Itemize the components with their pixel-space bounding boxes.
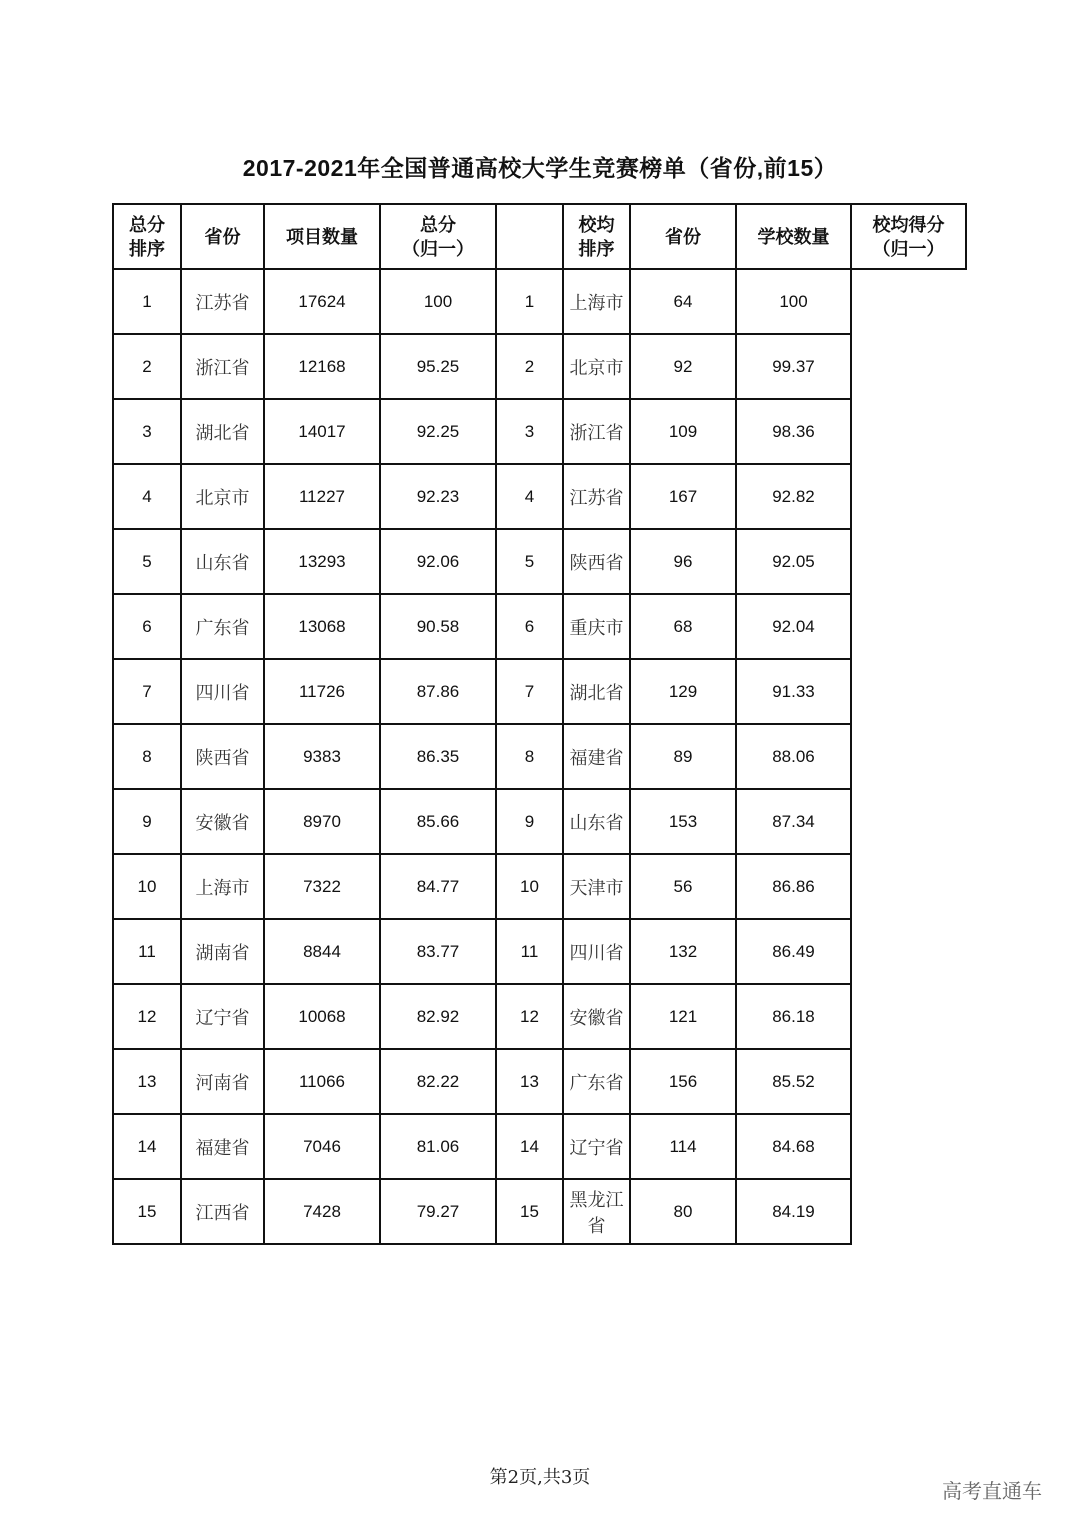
avg-count-cell: 167 [630,464,736,529]
total-rank-cell: 4 [113,464,181,529]
avg-score-cell: 92.04 [736,594,851,659]
total-province-cell: 湖北省 [181,399,264,464]
total-score-header: 总分 （归一） [380,204,496,269]
avg-count-cell: 129 [630,659,736,724]
total-score-cell: 90.58 [380,594,496,659]
total-rank-cell: 3 [113,399,181,464]
table-row [113,724,966,789]
table-row [113,1179,966,1244]
province-header: 省份 [181,204,264,269]
avg-score-cell: 86.18 [736,984,851,1049]
table-row [113,399,966,464]
avg-rank-cell: 15 [496,1179,563,1244]
total-rank-header: 总分 排序 [113,204,181,269]
total-province-cell: 陕西省 [181,724,264,789]
table-row [113,1049,966,1114]
total-rank-cell: 6 [113,594,181,659]
total-score-cell: 82.22 [380,1049,496,1114]
avg-rank-cell: 9 [496,789,563,854]
total-count-cell: 7428 [264,1179,380,1244]
total-count-cell: 7046 [264,1114,380,1179]
total-count-cell: 10068 [264,984,380,1049]
total-province-cell: 辽宁省 [181,984,264,1049]
avg-rank-cell: 10 [496,854,563,919]
total-count-cell: 9383 [264,724,380,789]
table-row [113,334,966,399]
total-rank-cell: 15 [113,1179,181,1244]
avg-rank-cell: 14 [496,1114,563,1179]
total-count-cell: 11227 [264,464,380,529]
province-header: 省份 [630,204,736,269]
page-title: 2017-2021年全国普通高校大学生竞赛榜单（省份,前15） [242,155,838,181]
avg-rank-cell: 2 [496,334,563,399]
total-province-cell: 湖南省 [181,919,264,984]
avg-count-cell: 64 [630,269,736,334]
total-score-cell: 92.25 [380,399,496,464]
total-rank-cell: 10 [113,854,181,919]
table-row [113,984,966,1049]
header-row [113,204,966,269]
avg-score-cell: 99.37 [736,334,851,399]
avg-province-cell: 上海市 [563,269,630,334]
total-province-cell: 山东省 [181,529,264,594]
school-count-header: 学校数量 [736,204,851,269]
table-row [113,919,966,984]
avg-score-cell: 98.36 [736,399,851,464]
avg-province-cell: 安徽省 [563,984,630,1049]
total-score-cell: 100 [380,269,496,334]
total-score-cell: 79.27 [380,1179,496,1244]
total-score-cell: 95.25 [380,334,496,399]
avg-province-cell: 山东省 [563,789,630,854]
total-province-cell: 广东省 [181,594,264,659]
avg-score-cell: 88.06 [736,724,851,789]
avg-score-cell: 84.19 [736,1179,851,1244]
table-row [113,659,966,724]
watermark: 高考直通车 [942,1481,1042,1503]
total-province-cell: 河南省 [181,1049,264,1114]
table-row [113,464,966,529]
avg-province-cell: 辽宁省 [563,1114,630,1179]
total-province-cell: 江苏省 [181,269,264,334]
avg-province-cell: 黑龙江省 [563,1179,630,1244]
avg-province-cell: 江苏省 [563,464,630,529]
spacer-column [496,204,563,269]
avg-province-cell: 福建省 [563,724,630,789]
avg-rank-cell: 5 [496,529,563,594]
avg-score-cell: 86.49 [736,919,851,984]
avg-province-cell: 广东省 [563,1049,630,1114]
avg-score-cell: 91.33 [736,659,851,724]
avg-rank-cell: 1 [496,269,563,334]
table-row [113,789,966,854]
avg-count-cell: 109 [630,399,736,464]
total-score-cell: 82.92 [380,984,496,1049]
avg-rank-cell: 12 [496,984,563,1049]
avg-count-cell: 153 [630,789,736,854]
table-row [113,269,966,334]
avg-rank-cell: 8 [496,724,563,789]
ranking-table [112,203,967,1245]
avg-score-cell: 87.34 [736,789,851,854]
total-count-cell: 8844 [264,919,380,984]
avg-rank-cell: 4 [496,464,563,529]
avg-score-header: 校均得分 （归一） [851,204,966,269]
total-rank-cell: 7 [113,659,181,724]
total-rank-cell: 1 [113,269,181,334]
table-row [113,594,966,659]
avg-rank-cell: 3 [496,399,563,464]
total-rank-cell: 11 [113,919,181,984]
total-count-cell: 14017 [264,399,380,464]
total-count-cell: 13068 [264,594,380,659]
avg-count-cell: 132 [630,919,736,984]
avg-count-cell: 114 [630,1114,736,1179]
project-count-header: 项目数量 [264,204,380,269]
avg-rank-cell: 11 [496,919,563,984]
total-score-cell: 92.23 [380,464,496,529]
page-number: 第2页,共3页 [489,1467,591,1488]
total-count-cell: 11066 [264,1049,380,1114]
avg-rank-cell: 6 [496,594,563,659]
total-count-cell: 8970 [264,789,380,854]
avg-count-cell: 56 [630,854,736,919]
avg-count-cell: 156 [630,1049,736,1114]
avg-province-cell: 四川省 [563,919,630,984]
total-rank-cell: 9 [113,789,181,854]
total-count-cell: 7322 [264,854,380,919]
total-score-cell: 84.77 [380,854,496,919]
total-score-cell: 87.86 [380,659,496,724]
avg-rank-cell: 13 [496,1049,563,1114]
total-count-cell: 13293 [264,529,380,594]
total-province-cell: 安徽省 [181,789,264,854]
total-score-cell: 83.77 [380,919,496,984]
avg-count-cell: 68 [630,594,736,659]
avg-province-cell: 重庆市 [563,594,630,659]
avg-score-cell: 85.52 [736,1049,851,1114]
avg-province-cell: 陕西省 [563,529,630,594]
total-rank-cell: 13 [113,1049,181,1114]
table-row [113,529,966,594]
total-rank-cell: 12 [113,984,181,1049]
total-score-cell: 92.06 [380,529,496,594]
table-row [113,1114,966,1179]
avg-count-cell: 92 [630,334,736,399]
total-province-cell: 浙江省 [181,334,264,399]
total-score-cell: 85.66 [380,789,496,854]
total-rank-cell: 2 [113,334,181,399]
total-province-cell: 北京市 [181,464,264,529]
avg-province-cell: 天津市 [563,854,630,919]
total-province-cell: 江西省 [181,1179,264,1244]
total-rank-cell: 5 [113,529,181,594]
total-province-cell: 上海市 [181,854,264,919]
total-province-cell: 福建省 [181,1114,264,1179]
table-row [113,854,966,919]
avg-score-cell: 86.86 [736,854,851,919]
avg-province-cell: 湖北省 [563,659,630,724]
avg-count-cell: 121 [630,984,736,1049]
avg-count-cell: 80 [630,1179,736,1244]
total-count-cell: 11726 [264,659,380,724]
avg-score-cell: 92.05 [736,529,851,594]
total-score-cell: 86.35 [380,724,496,789]
total-score-cell: 81.06 [380,1114,496,1179]
total-count-cell: 12168 [264,334,380,399]
avg-rank-header: 校均 排序 [563,204,630,269]
total-rank-cell: 8 [113,724,181,789]
total-province-cell: 四川省 [181,659,264,724]
avg-score-cell: 84.68 [736,1114,851,1179]
avg-score-cell: 92.82 [736,464,851,529]
avg-count-cell: 89 [630,724,736,789]
total-rank-cell: 14 [113,1114,181,1179]
avg-score-cell: 100 [736,269,851,334]
avg-count-cell: 96 [630,529,736,594]
avg-province-cell: 北京市 [563,334,630,399]
total-count-cell: 17624 [264,269,380,334]
avg-province-cell: 浙江省 [563,399,630,464]
avg-rank-cell: 7 [496,659,563,724]
